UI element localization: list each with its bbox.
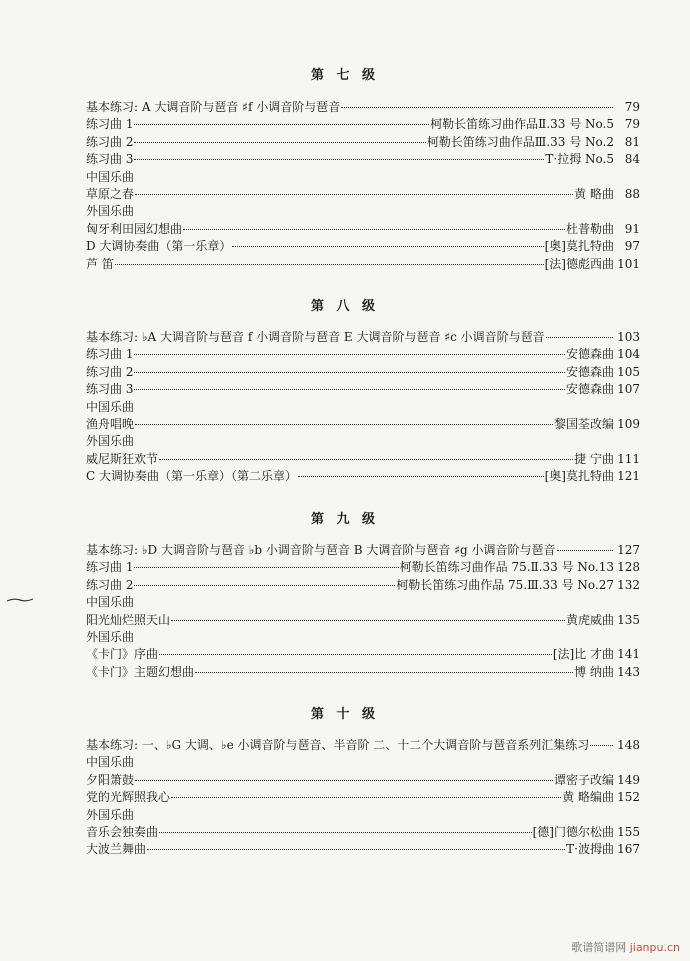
- entry-source: 柯勒长笛练习曲作品Ⅲ.33 号 No.2: [426, 134, 614, 149]
- entry-page: 105: [617, 364, 640, 379]
- entry-source: 柯勒长笛练习曲作品 75.Ⅱ.33 号 No.13: [399, 560, 614, 575]
- entry-source: 博 纳曲: [574, 664, 614, 679]
- leader-dots: [134, 354, 565, 355]
- leader-dots: [341, 107, 613, 108]
- entry-source: [奥]莫扎特曲: [544, 239, 614, 254]
- leader-dots: [134, 585, 395, 586]
- toc-entry[interactable]: [86, 468, 640, 485]
- category-label: 外国乐曲: [86, 807, 135, 822]
- entry-title: 《卡门》主题幻想曲: [86, 664, 195, 679]
- toc-entry[interactable]: [86, 329, 640, 346]
- leader-dots: [134, 372, 565, 373]
- leader-dots: [232, 246, 543, 247]
- entry-page: 135: [617, 612, 640, 627]
- entry-title: 大波兰舞曲: [86, 842, 147, 857]
- entry-title: 芦 笛: [86, 256, 114, 271]
- entry-source: 捷 宁曲: [574, 451, 614, 466]
- leader-dots: [171, 620, 565, 621]
- toc-entry[interactable]: [86, 559, 640, 576]
- toc-entry[interactable]: [86, 824, 640, 841]
- entry-title: 阳光灿烂照天山: [86, 612, 171, 627]
- entry-source: 黄 略曲: [574, 186, 614, 201]
- entry-title: 基本练习: 一、♭G 大调、♭e 小调音阶与琶音、半音阶 二、十二个大调音阶与琶音系列汇集练习: [86, 738, 590, 752]
- leader-dots: [590, 745, 613, 746]
- leader-dots: [195, 672, 573, 673]
- entry-source: [奥]莫扎特曲: [544, 469, 614, 484]
- entry-page: 132: [617, 577, 640, 592]
- category-label: 外国乐曲: [86, 434, 135, 449]
- leader-dots: [147, 849, 565, 850]
- entry-page: 107: [617, 382, 640, 397]
- section-9-entries: [86, 542, 640, 681]
- entry-source: 安德森曲: [565, 347, 614, 362]
- leader-dots: [115, 264, 544, 265]
- category-label: 中国乐曲: [86, 755, 135, 770]
- toc-category: [86, 399, 640, 416]
- entry-title: 渔舟唱晚: [86, 416, 135, 431]
- leader-dots: [134, 567, 398, 568]
- toc-entry[interactable]: [86, 346, 640, 363]
- entry-page: 101: [617, 256, 640, 271]
- section-title: 第 七 级: [310, 68, 380, 83]
- toc-entry[interactable]: [86, 221, 640, 238]
- entry-page: 79: [624, 117, 640, 132]
- entry-title: 练习曲 2: [86, 134, 134, 149]
- entry-page: 103: [617, 330, 640, 344]
- toc-entry[interactable]: [86, 381, 640, 398]
- entry-title: D 大调协奏曲（第一乐章）: [86, 239, 232, 254]
- toc-entry[interactable]: [86, 542, 640, 559]
- leader-dots: [134, 159, 544, 160]
- toc-entry[interactable]: [86, 612, 640, 629]
- toc-category: [86, 754, 640, 771]
- toc-entry[interactable]: [86, 841, 640, 858]
- section-title: 第 九 级: [310, 512, 380, 527]
- leader-dots: [134, 389, 565, 390]
- toc-category: [86, 169, 640, 186]
- entry-source: [法]德彪西曲: [544, 256, 614, 271]
- toc-entry[interactable]: [86, 772, 640, 789]
- toc-entry[interactable]: [86, 789, 640, 806]
- entry-page: 84: [624, 152, 640, 167]
- entry-page: 148: [617, 738, 640, 752]
- section-title: 第 十 级: [310, 707, 380, 722]
- leader-dots: [183, 229, 565, 230]
- category-label: 外国乐曲: [86, 204, 135, 219]
- entry-title: 练习曲 2: [86, 577, 134, 592]
- entry-title: 威尼斯狂欢节: [86, 451, 159, 466]
- toc-entry[interactable]: [86, 577, 640, 594]
- toc-entry[interactable]: [86, 664, 640, 681]
- leader-dots: [135, 194, 573, 195]
- entry-title: 练习曲 1: [86, 117, 134, 132]
- entry-title: 匈牙利田园幻想曲: [86, 221, 183, 236]
- toc-entry[interactable]: [86, 737, 640, 754]
- entry-title: 基本练习: ♭A 大调音阶与琶音 f 小调音阶与琶音 E 大调音阶与琶音 ♯c 小调音阶与琶音: [86, 330, 545, 344]
- watermark: [571, 939, 680, 955]
- category-label: 中国乐曲: [86, 399, 135, 414]
- entry-page: 81: [624, 134, 640, 149]
- entry-source: [德]门德尔松曲: [532, 824, 614, 839]
- leader-dots: [171, 797, 561, 798]
- entry-title: 练习曲 3: [86, 382, 134, 397]
- watermark-url: jianpu.cn: [629, 941, 680, 954]
- entry-source: T·波拇曲: [566, 842, 614, 857]
- toc-entry[interactable]: [86, 256, 640, 273]
- leader-dots: [159, 459, 573, 460]
- toc-category: [86, 433, 640, 450]
- leader-dots: [134, 142, 425, 143]
- entry-page: 141: [617, 647, 640, 662]
- entry-title: 练习曲 1: [86, 347, 134, 362]
- category-label: 中国乐曲: [86, 595, 135, 610]
- entry-title: 《卡门》序曲: [86, 647, 159, 662]
- toc-entry[interactable]: [86, 238, 640, 255]
- entry-source: 安德森曲: [565, 382, 614, 397]
- entry-page: 167: [617, 842, 640, 857]
- toc-entry[interactable]: [86, 416, 640, 433]
- toc-entry[interactable]: [86, 116, 640, 133]
- entry-title: 练习曲 3: [86, 152, 134, 167]
- entry-page: 127: [617, 543, 640, 557]
- toc-entry[interactable]: [86, 364, 640, 381]
- entry-page: 111: [617, 451, 640, 466]
- leader-dots: [135, 780, 553, 781]
- toc-category: [86, 594, 640, 611]
- entry-page: 91: [624, 221, 640, 236]
- toc-entry[interactable]: [86, 451, 640, 468]
- entry-page: 121: [617, 469, 640, 484]
- entry-source: 柯勒长笛练习曲作品 75.Ⅲ.33 号 No.27: [396, 577, 614, 592]
- entry-page: 109: [617, 416, 640, 431]
- leader-dots: [159, 654, 552, 655]
- leader-dots: [135, 424, 553, 425]
- leader-dots: [159, 832, 532, 833]
- toc-entry[interactable]: [86, 646, 640, 663]
- toc-entry[interactable]: [86, 99, 640, 116]
- entry-title: C 大调协奏曲（第一乐章）（第二乐章）: [86, 469, 297, 484]
- entry-page: 128: [617, 560, 640, 575]
- entry-page: 97: [624, 239, 640, 254]
- entry-source: [法]比 才曲: [552, 647, 614, 662]
- category-label: 外国乐曲: [86, 629, 135, 644]
- entry-page: 88: [624, 186, 640, 201]
- entry-page: 104: [617, 347, 640, 362]
- entry-page: 79: [624, 100, 640, 114]
- entry-page: 143: [617, 664, 640, 679]
- entry-title: 党的光辉照我心: [86, 790, 171, 805]
- entry-source: T·拉拇 No.5: [545, 152, 614, 167]
- entry-page: 152: [617, 790, 640, 805]
- entry-title: 夕阳箫鼓: [86, 772, 135, 787]
- entry-source: 柯勒长笛练习曲作品Ⅱ.33 号 No.5: [430, 117, 614, 132]
- entry-title: 草原之春: [86, 186, 135, 201]
- watermark-text: 歌谱简谱网: [571, 941, 627, 954]
- toc-category: [86, 807, 640, 824]
- entry-title: 练习曲 1: [86, 560, 134, 575]
- category-label: 中国乐曲: [86, 169, 135, 184]
- toc-entry[interactable]: [86, 134, 640, 151]
- entry-title: 基本练习: A 大调音阶与琶音 ♯f 小调音阶与琶音: [86, 100, 341, 114]
- entry-page: 149: [617, 772, 640, 787]
- leader-dots: [557, 550, 614, 551]
- toc-entry[interactable]: [86, 186, 640, 203]
- toc-category: [86, 203, 640, 220]
- entry-source: 安德森曲: [565, 364, 614, 379]
- entry-source: 谭密子改编: [553, 772, 614, 787]
- entry-source: 黄 略编曲: [562, 790, 614, 805]
- section-8-entries: [86, 329, 640, 486]
- toc-category: [86, 629, 640, 646]
- entry-source: 黎国荃改编: [553, 416, 614, 431]
- leader-dots: [298, 476, 544, 477]
- leader-dots: [134, 124, 429, 125]
- toc-entry[interactable]: [86, 151, 640, 168]
- entry-title: 练习曲 2: [86, 364, 134, 379]
- leader-dots: [546, 337, 613, 338]
- section-title: 第 八 级: [310, 299, 380, 314]
- entry-title: 基本练习: ♭D 大调音阶与琶音 ♭b 小调音阶与琶音 B 大调音阶与琶音 ♯g 小调音阶与琶音: [86, 543, 556, 557]
- entry-source: 黄虎威曲: [565, 612, 614, 627]
- scan-mark-icon: [6, 597, 34, 603]
- entry-source: 杜普勒曲: [565, 221, 614, 236]
- entry-title: 音乐会独奏曲: [86, 824, 159, 839]
- entry-page: 155: [617, 824, 640, 839]
- section-10-entries: [86, 737, 640, 859]
- section-7-entries: [86, 99, 640, 273]
